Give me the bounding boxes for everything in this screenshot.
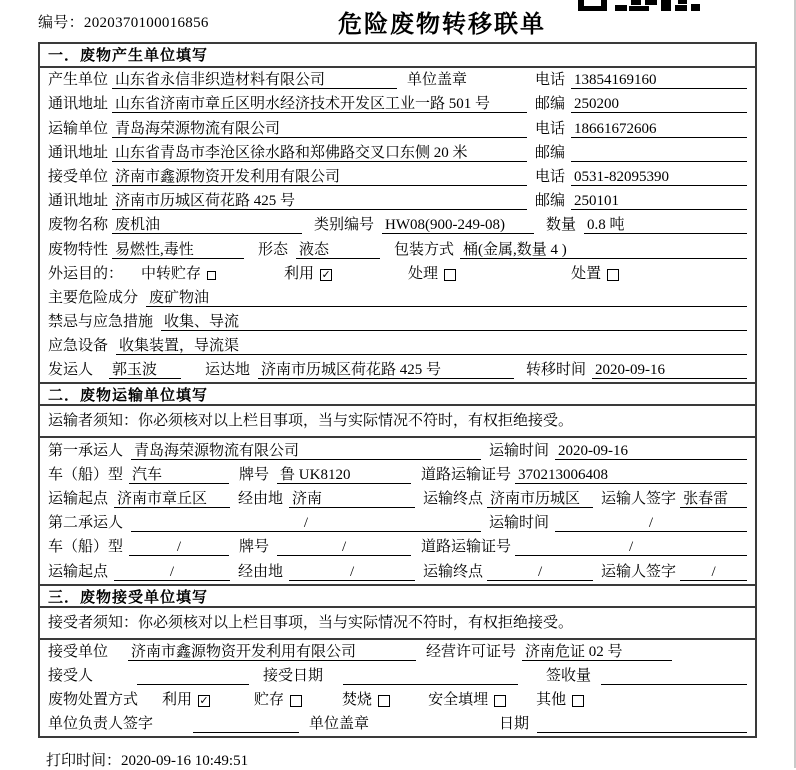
waste-name-value: 废机油	[112, 216, 302, 234]
transport-unit-label: 运输单位	[48, 120, 109, 137]
via2-value: /	[289, 563, 415, 581]
carrier-sign1-value: 张春雷	[680, 490, 747, 508]
doc-number-value: 2020370100016856	[83, 15, 209, 31]
disposal-utilize-checkbox	[198, 695, 210, 707]
shipper-value: 郭玉波	[109, 361, 181, 379]
permit-no-label: 经营许可证号	[426, 643, 517, 660]
transport-zip-value	[571, 144, 747, 162]
plate1-value: 鲁 UK8120	[277, 466, 411, 484]
road-permit1-value: 370213006408	[515, 466, 747, 484]
destination-value: 济南市历城区荷花路 425 号	[258, 361, 514, 379]
purpose-dispose-label: 处置	[571, 265, 602, 282]
disposal-method-label: 废物处置方式	[48, 692, 139, 709]
purpose-treat-label: 处理	[408, 265, 439, 282]
receiver-phone-group	[535, 165, 747, 186]
vehicle-type1-label: 车（船）型	[48, 466, 124, 483]
transport-address-value: 山东省青岛市李沧区徐水路和郑佛路交叉口东侧 20 米	[112, 144, 527, 162]
row-disposal-method	[40, 688, 755, 712]
row-receiver-address	[40, 189, 755, 213]
emergency-measures-value: 收集、导流	[161, 313, 747, 331]
disposal-store-label: 贮存	[254, 692, 285, 709]
row-emergency-measures	[40, 310, 755, 334]
accept-date-value	[343, 667, 518, 685]
disposal-burn-checkbox	[378, 695, 390, 707]
plate1-label: 牌号	[239, 466, 270, 483]
disposal-store-checkbox	[290, 695, 302, 707]
receiver-unit-value: 济南市鑫源物资开发利用有限公司	[112, 168, 527, 186]
acceptor-value	[137, 667, 249, 685]
waste-property-value: 易燃性,毒性	[112, 241, 244, 259]
endpoint1-value: 济南市历城区	[487, 490, 593, 508]
row-route1	[40, 487, 755, 511]
road-permit2-label: 道路运输证号	[421, 539, 512, 556]
vehicle-type1-value: 汽车	[129, 466, 229, 484]
origin2-value: /	[114, 563, 230, 581]
transport-phone-label: 电话	[535, 120, 566, 137]
transport-phone-value: 18661672606	[571, 120, 747, 138]
date-value	[537, 715, 747, 733]
print-time	[46, 749, 248, 770]
endpoint2-label: 运输终点	[423, 563, 484, 580]
purpose-storage-label: 中转贮存	[141, 265, 202, 282]
endpoint1-label: 运输终点	[423, 491, 484, 507]
producer-address-value: 山东省济南市章丘区明水经济技术开发区工业一路 501 号	[112, 95, 527, 113]
row-vehicle1	[40, 463, 755, 487]
manager-sign-value	[193, 715, 299, 733]
disposal-landfill-label: 安全填埋	[428, 692, 489, 709]
carrier-sign2-label: 运输人签字	[601, 563, 677, 580]
transport-time2-value: /	[555, 514, 747, 532]
manager-sign-label: 单位负责人签字	[48, 716, 154, 733]
accept-unit-label: 接受单位	[48, 643, 109, 660]
signed-qty-value	[601, 667, 747, 685]
transport-time2-label: 运输时间	[488, 515, 549, 532]
category-code-label: 类别编号	[314, 217, 375, 234]
disposal-other-label: 其他	[536, 692, 567, 709]
producer-zip-label: 邮编	[535, 96, 566, 113]
row-accept-unit	[40, 640, 755, 664]
origin1-label: 运输起点	[48, 491, 109, 507]
producer-phone-value: 13854169160	[571, 71, 747, 89]
accept-date-label: 接受日期	[263, 667, 324, 684]
packing-label: 包装方式	[394, 241, 455, 258]
road-permit1-label: 道路运输证号	[421, 466, 512, 483]
receiver-zip-group	[535, 189, 747, 210]
purpose-treat-checkbox	[444, 269, 456, 281]
transport-time1-label: 运输时间	[488, 442, 549, 459]
origin2-label: 运输起点	[48, 563, 109, 580]
transfer-purpose-label: 外运目的：	[48, 265, 124, 282]
row-waste-property	[40, 237, 755, 261]
disposal-other-checkbox	[572, 695, 584, 707]
section2-header: 二．废物运输单位填写	[40, 382, 755, 406]
unit-seal-label: 单位盖章	[407, 72, 468, 89]
transfer-time-label: 转移时间	[526, 362, 587, 379]
purpose-utilize-checkbox	[320, 269, 332, 281]
permit-no-value: 济南危证 02 号	[522, 643, 672, 661]
hazard-component-label: 主要危险成分	[48, 289, 139, 306]
row-hazard-component	[40, 286, 755, 310]
row-waste-name	[40, 213, 755, 237]
producer-zip-group	[535, 92, 747, 113]
section1-header: 一．废物产生单位填写	[40, 44, 755, 68]
origin1-value: 济南市章丘区	[114, 490, 230, 508]
receiver-zip-value: 250101	[571, 192, 747, 210]
producer-phone-group	[535, 68, 747, 89]
row-emergency-equipment	[40, 334, 755, 358]
check-mark: ✓	[321, 267, 331, 281]
section3-header: 三．废物接受单位填写	[40, 584, 755, 608]
via1-value: 济南	[289, 490, 415, 508]
receiver-notice: 接受者须知：你必须核对以上栏目事项，当与实际情况不符时，有权拒绝接受。	[40, 608, 755, 640]
disposal-landfill-checkbox	[494, 695, 506, 707]
page-title: 危险废物转移联单	[338, 12, 546, 38]
receiver-phone-value: 0531-82095390	[571, 168, 747, 186]
row-vehicle2	[40, 535, 755, 559]
date-label: 日期	[499, 716, 530, 733]
carrier-sign2-value: /	[680, 563, 747, 581]
quantity-value: 0.8 吨	[584, 216, 747, 234]
packing-value: 桶(金属,数量 4 )	[460, 241, 747, 259]
row-first-carrier	[40, 438, 755, 462]
second-carrier-value: /	[131, 514, 481, 532]
row-manager-sign	[40, 712, 755, 736]
vehicle-type2-label: 车（船）型	[48, 539, 124, 556]
print-time-label: 打印时间：	[46, 753, 122, 769]
transport-unit-value: 青岛海荣源物流有限公司	[112, 120, 527, 138]
doc-number-label: 编号：	[38, 15, 84, 31]
plate2-label: 牌号	[239, 539, 270, 556]
accept-unit-value: 济南市鑫源物资开发利用有限公司	[128, 643, 416, 661]
row-transport-address	[40, 141, 755, 165]
disposal-utilize-label: 利用	[162, 692, 193, 709]
acceptor-label: 接受人	[48, 667, 94, 684]
check-mark: ✓	[199, 694, 209, 708]
waste-form-label: 形态	[258, 241, 289, 258]
producer-phone-label: 电话	[535, 72, 566, 89]
plate2-value: /	[277, 538, 411, 556]
destination-label: 运达地	[205, 362, 251, 379]
shipper-label: 发运人	[48, 362, 94, 379]
row-acceptor	[40, 664, 755, 688]
qr-code-fragment	[578, 0, 700, 11]
signed-qty-label: 签收量	[546, 667, 592, 684]
receiver-unit-label: 接受单位	[48, 168, 109, 185]
row-transport-unit	[40, 116, 755, 140]
carrier-sign1-label: 运输人签字	[601, 491, 677, 507]
emergency-equipment-value: 收集装置，导流渠	[116, 337, 747, 355]
emergency-measures-label: 禁忌与应急措施	[48, 314, 154, 331]
endpoint2-value: /	[487, 563, 593, 581]
via1-label: 经由地	[238, 491, 284, 507]
purpose-storage-checkbox	[207, 271, 216, 280]
producer-unit-label: 产生单位	[48, 72, 109, 89]
second-carrier-label: 第二承运人	[48, 515, 124, 532]
disposal-burn-label: 焚烧	[342, 692, 373, 709]
row-receiver-unit	[40, 165, 755, 189]
transport-time1-value: 2020-09-16	[555, 442, 747, 460]
transport-phone-group	[535, 117, 747, 138]
receiver-phone-label: 电话	[535, 168, 566, 185]
vehicle-type2-value: /	[129, 538, 229, 556]
road-permit2-value: /	[515, 538, 747, 556]
receiver-zip-label: 邮编	[535, 193, 566, 210]
unit-seal2-label: 单位盖章	[309, 716, 370, 733]
transport-address-label: 通讯地址	[48, 144, 109, 161]
transport-zip-group	[535, 141, 747, 162]
emergency-equipment-label: 应急设备	[48, 338, 109, 355]
receiver-address-value: 济南市历城区荷花路 425 号	[112, 192, 527, 210]
producer-zip-value: 250200	[571, 95, 747, 113]
waste-name-label: 废物名称	[48, 217, 109, 234]
row-producer-address	[40, 92, 755, 116]
producer-address-label: 通讯地址	[48, 96, 109, 113]
transport-zip-label: 邮编	[535, 144, 566, 161]
category-code-value: HW08(900-249-08)	[382, 216, 534, 234]
first-carrier-value: 青岛海荣源物流有限公司	[131, 442, 481, 460]
via2-label: 经由地	[238, 563, 284, 580]
transporter-notice: 运输者须知：你必须核对以上栏目事项，当与实际情况不符时，有权拒绝接受。	[40, 406, 755, 438]
print-time-value: 2020-09-16 10:49:51	[121, 753, 249, 769]
hazard-component-value: 废矿物油	[146, 289, 747, 307]
row-shipper	[40, 358, 755, 382]
receiver-address-label: 通讯地址	[48, 193, 109, 210]
producer-unit-value: 山东省永信非织造材料有限公司	[112, 71, 397, 89]
waste-form-value: 液态	[296, 241, 380, 259]
waste-property-label: 废物特性	[48, 241, 109, 258]
purpose-utilize-label: 利用	[284, 265, 315, 282]
row-producer-unit	[40, 68, 755, 92]
purpose-dispose-checkbox	[607, 269, 619, 281]
transfer-time-value: 2020-09-16	[592, 361, 747, 379]
form-table	[38, 42, 757, 738]
quantity-label: 数量	[546, 217, 577, 234]
row-second-carrier	[40, 511, 755, 535]
row-route2	[40, 559, 755, 583]
first-carrier-label: 第一承运人	[48, 442, 124, 459]
row-transfer-purpose	[40, 262, 755, 286]
